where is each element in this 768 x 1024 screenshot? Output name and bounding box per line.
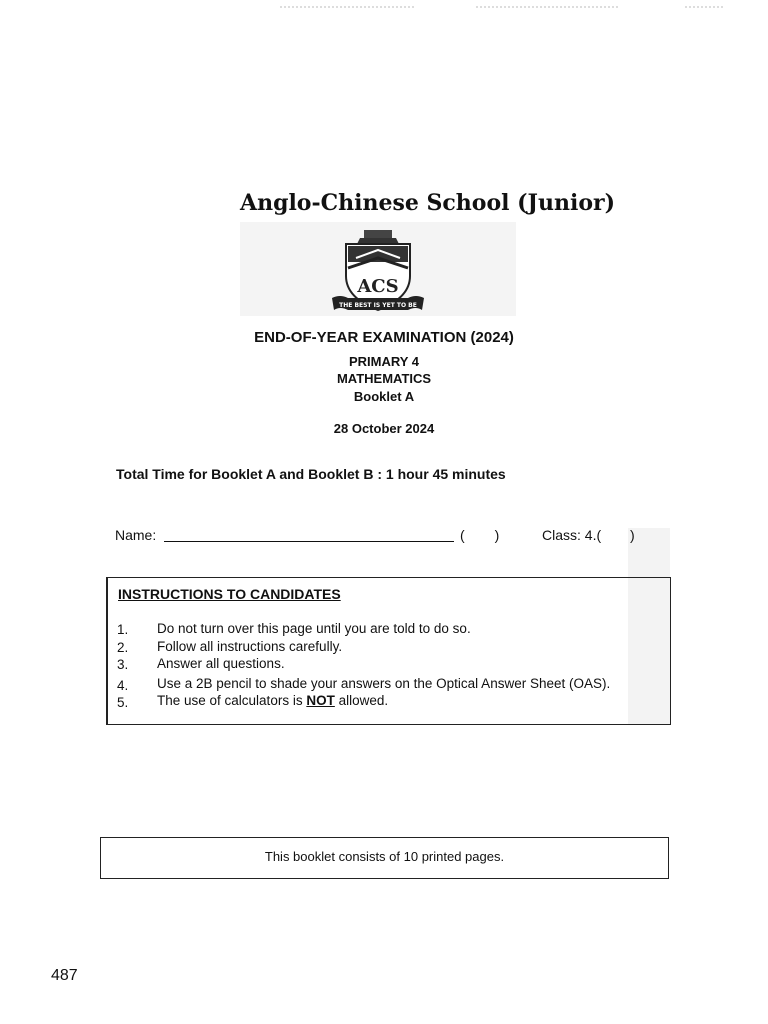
scan-specks [280, 4, 740, 10]
instruction-number: 5. [117, 695, 129, 710]
instruction-emphasis: NOT [306, 693, 335, 708]
instruction-number: 2. [117, 640, 129, 655]
exam-title: END-OF-YEAR EXAMINATION (2024) [254, 329, 514, 346]
register-number-close: ) [494, 527, 500, 543]
class-close: ) [630, 527, 635, 543]
exam-subject: MATHEMATICS [336, 371, 432, 386]
crest-motto: THE BEST IS YET TO BE [339, 302, 417, 309]
register-number-open: ( [460, 527, 465, 543]
crest-letters: ACS [357, 276, 399, 297]
page-number: 487 [51, 967, 78, 984]
exam-level: PRIMARY 4 [348, 354, 420, 369]
instructions-heading: INSTRUCTIONS TO CANDIDATES [118, 586, 341, 602]
class-label: Class: 4.( [542, 527, 602, 543]
name-label: Name: [115, 527, 157, 543]
instruction-text: Answer all questions. [157, 656, 285, 671]
instruction-text-after: allowed. [338, 693, 389, 708]
instruction-text [157, 693, 388, 708]
instruction-text: Use a 2B pencil to shade your answers on the Optical Answer Sheet (OAS). [157, 676, 611, 691]
name-field-line[interactable] [164, 529, 454, 542]
exam-booklet: Booklet A [353, 389, 415, 404]
instruction-text: Do not turn over this page until you are told to do so. [157, 621, 471, 636]
school-crest-logo [330, 228, 426, 316]
school-name: Anglo-Chinese School (Junior) [240, 190, 615, 216]
instruction-text-before: The use of calculators is [157, 693, 303, 708]
instruction-text: Follow all instructions carefully. [157, 639, 343, 654]
pages-note: This booklet consists of 10 printed pages. [264, 849, 505, 864]
instruction-number: 3. [117, 657, 129, 672]
exam-date: 28 October 2024 [333, 421, 435, 436]
name-row [115, 527, 499, 543]
instruction-number: 1. [117, 622, 129, 637]
instruction-number: 4. [117, 678, 129, 693]
total-time: Total Time for Booklet A and Booklet B : 1 hour 45 minutes [116, 466, 506, 482]
